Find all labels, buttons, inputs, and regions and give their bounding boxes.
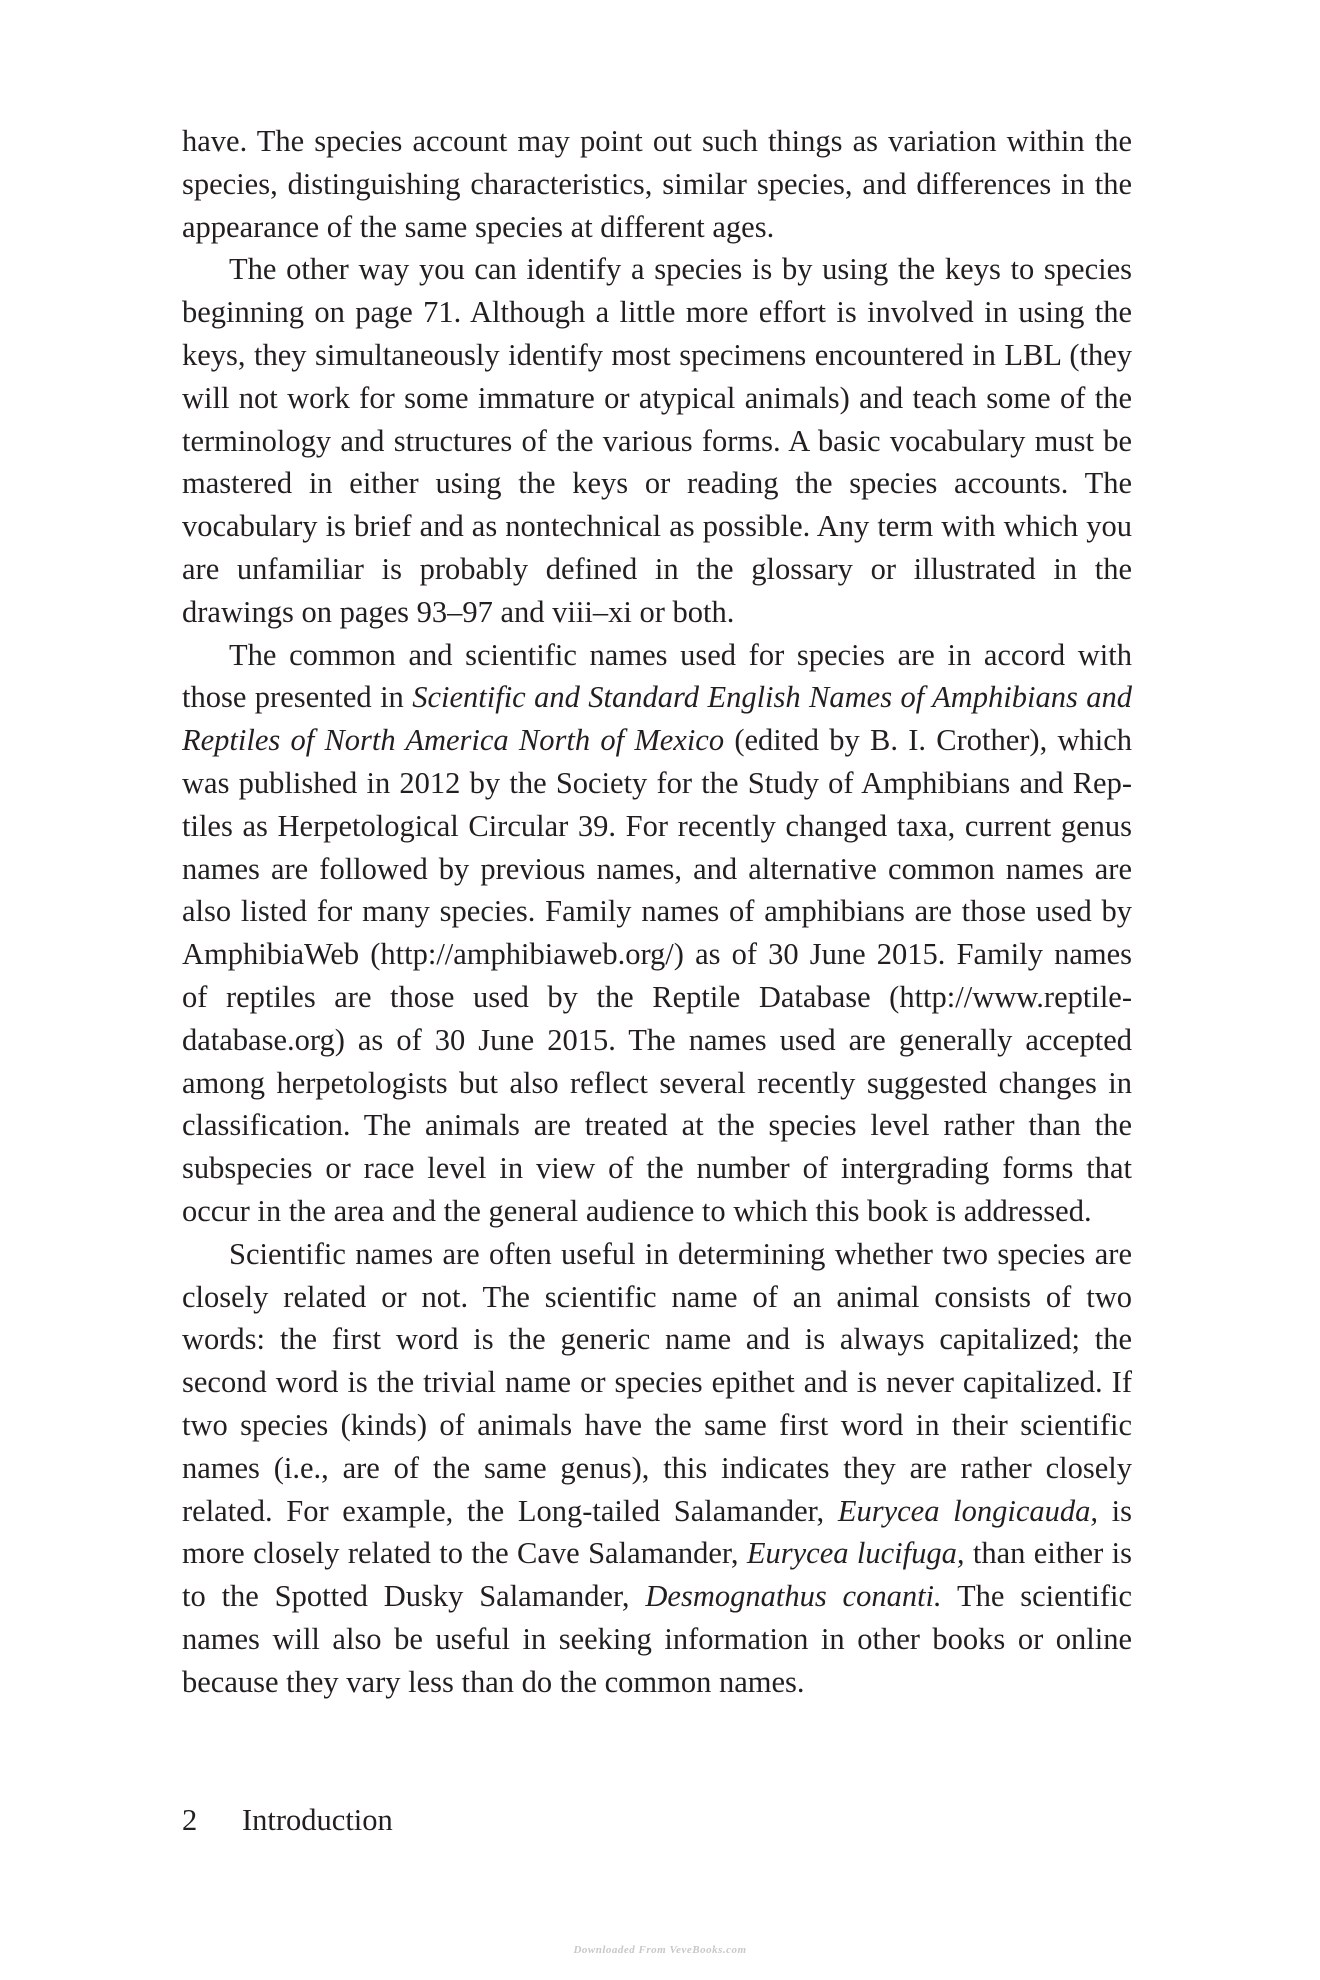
paragraph: [182, 1233, 1132, 1704]
text-run: Scientific names are often useful in determining whether two species are closely related or not. The scientific name of an animal consists of two words: the first word is the generic name and is always capitalized; the second word is the trivial name or species epithet and is never capitalized. If two species (kinds) of animals have the same first word in their scientific names (i.e., are of the same genus), this indicates they are rather closely related. For example, the Long-tailed Salamander,: [182, 1236, 1132, 1528]
page-number: 2: [182, 1803, 198, 1837]
page-footer: [182, 1800, 393, 1840]
text-run: The other way you can identify a species is by using the keys to species beginning on page 71. Although a little more effort is involved in using the keys, they simultaneously identify most specimens encountered in LBL (they will not work for some immature or atypical animals) and teach some of the terminology and structures of the various forms. A basic vocabulary must be mastered in either using the keys or reading the species accounts. The vocabulary is brief and as nontechnical as possible. Any term with which you are unfamiliar is probably defined in the glossary or illustrated in the drawings on pages 93–97 and viii–xi or both.: [182, 252, 1132, 629]
running-section-title: Introduction: [242, 1803, 393, 1837]
text-run: (edited by B. I. Crother), which was published in 2012 by the Society for the Study of Amphibians and Reptiles as Herpetological Circular 39. For recently changed taxa, current genus names are followed by previous names, and alternative common names are also listed for many species. Family names of amphibians are those used by AmphibiaWeb (http://amphibiaweb.org/) as of 30 June 2015. Family names of reptiles are those used by the Reptile Database (http://www.reptile-​database.org) as of 30 June 2015. The names used are generally accepted among herpetologists but also reflect several recently suggested changes in classification. The animals are treated at the species level rather than the subspecies or race level in view of the number of intergrading forms that occur in the area and the general audience to which this book is addressed.: [182, 723, 1132, 1228]
italic-text-run: Scientific and Standard English Names of Amphibians and Reptiles of North America North of Mexico: [182, 680, 1132, 758]
text-run: have. The species account may point out such things as variation within the species, distinguishing characteristics, similar species, and differences in the appearance of the same species at different ages.: [182, 124, 1132, 244]
text-run: The common and scientific names used for species are in accord with those presented in: [182, 637, 1132, 715]
paragraph: [182, 248, 1132, 633]
italic-text-run: Eurycea longicauda,: [837, 1493, 1098, 1528]
italic-text-run: Eurycea lucifuga,: [746, 1536, 965, 1571]
text-run: than either is to the Spotted Dusky Salamander,: [182, 1536, 1132, 1614]
text-run: The scientific names will also be useful in seeking information in other books or online because they vary less than do the common names.: [182, 1579, 1133, 1699]
paragraph: [182, 120, 1132, 248]
body-text: [182, 120, 1132, 1703]
italic-text-run: Desmognathus conanti.: [645, 1579, 942, 1614]
paragraph: [182, 634, 1132, 1233]
download-watermark: Downloaded From VeveBooks.com: [573, 1944, 747, 1956]
text-run: is more closely related to the Cave Salamander,: [182, 1493, 1133, 1571]
